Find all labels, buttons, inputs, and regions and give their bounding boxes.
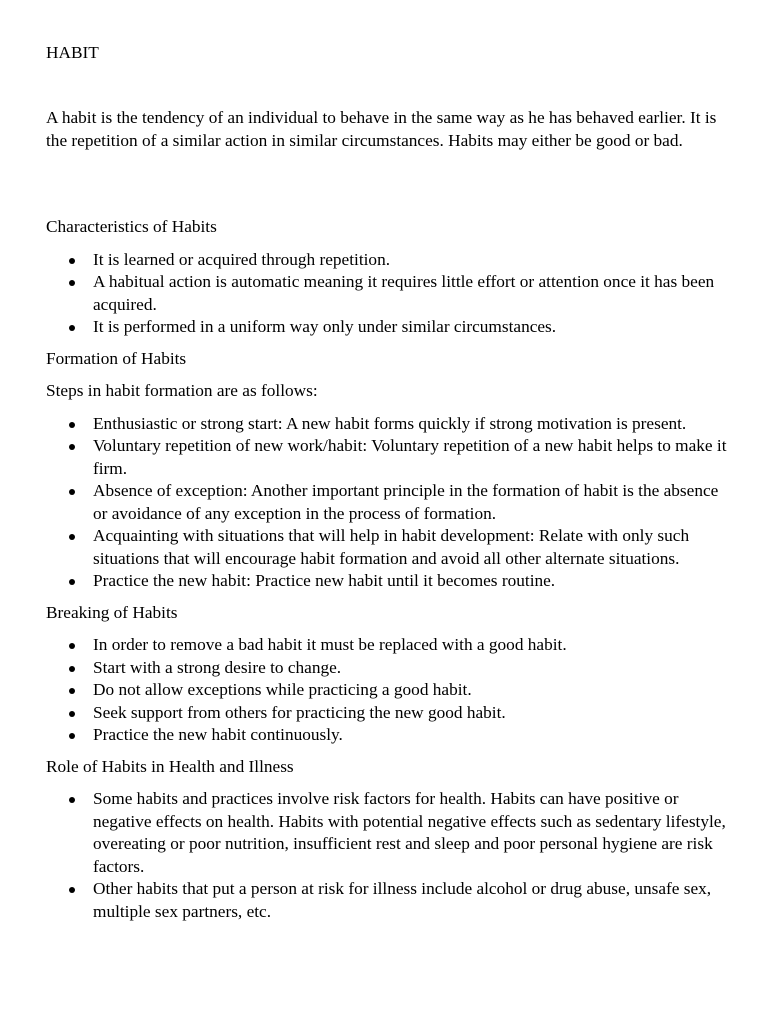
list-item: [46, 271, 736, 316]
list-item: [46, 634, 736, 657]
list-item: [46, 702, 736, 725]
list-item: [46, 525, 736, 570]
list-item: [46, 249, 736, 272]
bullet-icon: [69, 733, 75, 739]
list-item-text: Do not allow exceptions while practicing a good habit.: [93, 680, 472, 699]
health-list: [46, 788, 736, 923]
formation-heading: Formation of Habits: [46, 348, 187, 368]
list-item: [46, 724, 736, 747]
list-item-text: Other habits that put a person at risk for illness include alcohol or drug abuse, unsafe sex, multiple sex partners, etc.: [93, 879, 712, 921]
list-item-text: It is learned or acquired through repetition.: [93, 249, 391, 269]
list-item: [46, 570, 736, 593]
bullet-icon: [69, 887, 75, 893]
bullet-icon: [69, 258, 75, 264]
bullet-icon: [69, 489, 75, 495]
bullet-icon: [69, 422, 75, 428]
document-title: HABIT: [46, 43, 99, 62]
bullet-icon: [69, 579, 75, 585]
formation-lead: Steps in habit formation are as follows:: [46, 381, 318, 400]
characteristics-list: [46, 249, 736, 339]
bullet-icon: [69, 325, 75, 331]
bullet-icon: [69, 688, 75, 694]
list-item-text: It is performed in a uniform way only under similar circumstances.: [93, 317, 557, 336]
list-item: [46, 316, 736, 339]
list-item-text: Practice the new habit: Practice new habit until it becomes routine.: [93, 571, 556, 590]
list-item-text: Acquainting with situations that will help in habit development: Relate with only such situations that will encourage habit formation and avoid all other alternate situations.: [93, 526, 690, 568]
formation-list: [46, 413, 736, 593]
list-item: [46, 657, 736, 680]
document-body: [46, 216, 736, 932]
bullet-icon: [69, 711, 75, 717]
list-item-text: In order to remove a bad habit it must be replaced with a good habit.: [93, 635, 567, 654]
health-heading: Role of Habits in Health and Illness: [46, 756, 294, 776]
list-item-text: Enthusiastic or strong start: A new habit forms quickly if strong motivation is present.: [93, 413, 687, 433]
list-item-text: Practice the new habit continuously.: [93, 725, 343, 744]
list-item: [46, 435, 736, 480]
list-item-text: Start with a strong desire to change.: [93, 657, 342, 677]
bullet-icon: [69, 444, 75, 450]
intro-paragraph: A habit is the tendency of an individual to behave in the same way as he has behaved earlier. It is the repetition of a similar action in similar circumstances. Habits may either be good or bad.: [46, 108, 717, 150]
list-item-text: Voluntary repetition of new work/habit: Voluntary repetition of a new habit helps to make it firm.: [93, 436, 727, 478]
list-item: [46, 788, 736, 878]
characteristics-heading: Characteristics of Habits: [46, 217, 217, 236]
list-item-text: Absence of exception: Another important principle in the formation of habit is the absence or avoidance of any exception in the process of formation.: [93, 481, 719, 523]
list-item: [46, 413, 736, 436]
list-item: [46, 679, 736, 702]
list-item: [46, 878, 736, 923]
bullet-icon: [69, 280, 75, 286]
list-item: [46, 480, 736, 525]
bullet-icon: [69, 797, 75, 803]
list-item-text: Some habits and practices involve risk factors for health. Habits can have positive or negative effects on health. Habits with potential negative effects such as sedentary lifestyle, overeating or poor nutrition, insufficient rest and sleep and poor personal hygiene are risk factors.: [93, 789, 726, 876]
breaking-heading: Breaking of Habits: [46, 602, 178, 622]
bullet-icon: [69, 534, 75, 540]
breaking-list: [46, 634, 736, 747]
bullet-icon: [69, 666, 75, 672]
list-item-text: Seek support from others for practicing the new good habit.: [93, 702, 506, 722]
list-item-text: A habitual action is automatic meaning it requires little effort or attention once it has been acquired.: [93, 272, 715, 314]
bullet-icon: [69, 643, 75, 649]
